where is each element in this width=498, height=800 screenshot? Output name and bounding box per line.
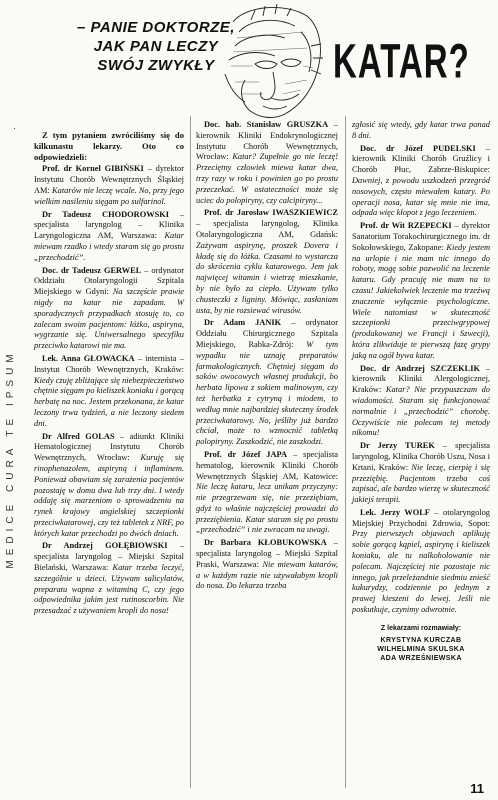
doctor-name: Dr Barbara KŁOBUKOWSKA (204, 538, 327, 548)
doctor-quote: Kuruję się rinophenazolem, aspiryną i inflaminem. Ponieważ obawiam się zarażenia pacjentów pozostaję w domu dwa lub trzy dni. I wtedy oddaję się marzeniom o sprowadzeniu na rynek krajowy angielskiej szczepionki przeciwkatarowej, czy też tabletek z NRF, po których katar przechodzi po dwóch dniach. (34, 453, 184, 538)
lion-illustration (215, 2, 325, 120)
headline-line-1: – PANIE DOKTORZE, (77, 19, 235, 36)
entry (352, 508, 490, 616)
doctor-name: Doc. hab. Stanisław GRUSZKA (204, 120, 329, 129)
doctor-quote: Kiedy czuję zbliżające się niebezpieczeństwo chętnie sięgam po kieliszek koniaku i gorącą herbatę na noc. Jestem przekonana, że katar leczony trwa tydzień, a nie leczony siedem dni. (34, 375, 184, 428)
doctor-quote: zgłosić się wtedy, gdy katar trwa ponad 8 dni. (352, 120, 490, 140)
entry (34, 164, 184, 207)
doctor-name: Dr Andrzej GOŁĘBIOWSKI (42, 541, 168, 551)
credits (352, 624, 490, 663)
doctor-quote: Przy pierwszych objawach aplikuję sobie gorącą kąpiel, aspirynę i kieliszek koniaku, ale tu nalkoholowanie nie polecam. Najczęściej nie pozostaje nic innego, jak przeleżandnie siedmiu znieść kukurydzy, codziennie po jednym z prawej kieszeni do lewej. Jeśli nie poskutkuje, czynimy odwrotnie. (352, 529, 490, 615)
credits-name: ADA WRZEŚNIEWSKA (380, 654, 462, 662)
doctor-name: Prof. dr Jarosław IWASZKIEWICZ (204, 208, 338, 218)
doctor-name: Dr Tadeusz CHODOROWSKI (42, 209, 170, 219)
doctor-role: – dyrektor Sanatorium Torakochirurgicznego im. dr Sokołowskiego, Zakopane: (352, 221, 490, 252)
doctor-quote: Katar trzeba leczyć, szczególnie u dzieci. Używam salicylatów, preparatu wapna z witaminą C, czy jego odpowiednika jakim jest rutinoscorbin. Nie przesadzać z używaniem kropli do nosa! (34, 563, 184, 616)
entry (196, 208, 338, 316)
doctor-name: Dr Jerzy TUREK (360, 441, 435, 451)
doctor-name: Dr Alfred GOLAS (42, 431, 115, 441)
side-label: MEDICE CURA TE IPSUM (5, 129, 23, 789)
entry (352, 441, 490, 506)
entry (352, 364, 490, 440)
doctor-name: Prof. dr Józef JAPA (204, 449, 288, 459)
doctor-quote: Katar? Nie przypuszczam do wiadomości. Staram się funkcjonować normalnie i „przechodzić” chorobę. Oczywiście nie polecam tej metody nikomu! (352, 385, 490, 438)
doctor-role: – specjalista laryngolog, Klinika Chorób Uszu, Nosa i Krtani, Kraków: (352, 441, 490, 472)
entry (34, 541, 184, 617)
entry (352, 221, 490, 361)
doctor-role: – ordynator Oddziału Otolaryngologii Szpitala Miejskiego w Gdyni: (34, 265, 184, 297)
doctor-quote: Dawniej, z powodu uszkodzeń przegród nosowych, często miewałem katary. Po operacji nosa, katar się mnie nie ima, odpada więc kłopot z jego leczeniem. (352, 175, 490, 218)
doctor-quote: Nie leczę kataru, lecz unikam przyczyny: nie przegrzewam się, nie przeziębiam, gdyż to właśnie najczęściej prowadzi do przeziębienia. Katar staram się po prostu „przechodzić” i nie zwracam na uwagi. (196, 482, 338, 535)
credits-label: Z lekarzami rozmawiały: (380, 624, 462, 632)
doctor-quote: Zażywam aspirynę, proszek Dovera i kładę się do łóżka. Czasami to wystarcza do skrócenia cyklu katarowego. Jem jak najwięcej witamin i wietrzę mieszkanie, by nie było za ciepło. Używam tylko chusteczki z ligniny. Mówiąc, zasłaniam usta, by nie rozsiewać wirusów. (196, 240, 338, 315)
side-banner (6, 128, 24, 788)
entry (196, 450, 338, 536)
entry (34, 354, 184, 430)
doctor-quote: Katar miewam rzadko i wtedy staram się go prostu „przechodzić”. (34, 231, 184, 262)
doctor-role: – internista – Instytut Chorób Wewnętrznych, Kraków: (34, 353, 184, 374)
intro-text: Z tym pytaniem zwróciliśmy się do kilkunastu lekarzy. Oto co odpowiedzieli: (34, 130, 184, 162)
column-1 (34, 130, 184, 619)
doctor-quote: Nie leczę, cierpię i się przeziębię. Pacjentom trzeba coś zapisać, ale bardzo wierzę w skuteczność jakiejś terapii. (352, 462, 490, 505)
doctor-role: – kierownik Kliniki Endokrynologicznej Instytutu Chorób Wewnętrznych, Wrocław: (196, 120, 338, 162)
column-rule-2 (345, 116, 346, 788)
doctor-role: – dyrektor Instytutu Chorób Wewnętrznych Śląskiej AM: (34, 164, 185, 195)
page-number: 11 (470, 781, 484, 796)
column-rule-1 (190, 116, 191, 788)
doctor-role: – specjalista laryngolog – Klinika Laryngologiczna AM, Warszawa: (34, 209, 185, 241)
doctor-name: Prof. dr Wit RZEPECKI (360, 221, 452, 231)
doctor-quote: Nie miewam katarów, a w każdym razie nie używałabym kropli do nosa. Do lekarza trzeba (196, 559, 338, 591)
doctor-name: Doc. dr Andrzej SZCZEKLIK (360, 363, 480, 373)
doctor-role: – kierownik Kliniki Chorób Gruźlicy i Chorób Płuc, Zabrze-Biskupice: (352, 143, 490, 175)
doctor-quote: Kiedy jestem na urlopie i nie mam nic innego do roboty, mogę sobie pozwolić na leczenie kataru. Gdy pracuję nie mam na to czasu! Jakiekolwiek leczenie ma trzeźwą znaczenie wyłącznie psychologiczne. Wiele natomiast w skuteczność szczepionki przeciwgrypowej (produkowanej we Francji i Szwecji), która zlikwiduje te pierwszą fazę grypy jaką na ogół bywa katar. (352, 242, 490, 360)
doctor-quote: Katar? Zupełnie go nie leczę! Przeciętny człowiek miewa katar dwa, trzy razy w roku i powinien go po prostu przeczekać. W ostateczności może się uciec do polopiryny, czy calcipiryny... (196, 152, 338, 205)
entry (352, 144, 490, 220)
headline-line-2: JAK PAN LECZY (93, 38, 219, 55)
doctor-role: – ordynator Oddziału Chirurgicznego Szpitala Miejskiego, Rabka-Zdrój: (196, 318, 339, 349)
entry (34, 432, 184, 540)
doctor-quote: W tym wypadku nie uznaję preparatów farmakologicznych. Chętniej sięgam do soków owocowych własnej produkcji, bo herbata lipowa z sokiem malinowym, czy też herbatka z cytryną i miodem, to według mnie najbardziej skuteczny środek przeciwkatarowy. No, jeśliby już bardzo chciał, może to wzmocnić tabletką polopiryny. Zaszkodzić, nie zaszkodzi. (196, 339, 338, 447)
doctor-role: – specjalista laryngolog, Klinika Otolaryngologiczna AM, Gdańsk: (196, 219, 338, 239)
doctor-name: Prof. dr Kornel GIBIŃSKI (42, 164, 144, 174)
credits-name: WILHELMINA SKULSKA (377, 645, 465, 653)
doctor-quote: Katarów nie leczę wcale. No, przy jego wielkim nasileniu sięgam po sulfarinol. (34, 185, 184, 206)
doctor-role: – specjalista laryngolog – Miejski Szpital Bielański, Warszawa: (34, 541, 184, 573)
doctor-role: – specjalista hematolog, kierownik Kliniki Chorób Wewnętrznych Śląskiej AM, Katowice: (196, 449, 338, 481)
katar-title: KATAR? (333, 34, 470, 88)
entry (34, 266, 184, 352)
doctor-role: – kierownik Kliniki Alergologicznej, Kraków: (352, 363, 491, 395)
doctor-name: Doc. dr Tadeusz GERWEL (42, 265, 142, 275)
entry (34, 210, 184, 264)
doctor-name: Lek. Jerzy WOLF (360, 507, 430, 517)
entry (352, 120, 490, 142)
column-2 (196, 120, 338, 594)
column-3 (352, 120, 490, 663)
doctor-role: – otolaryngolog Miejskiej Przychodni Zdrowia, Sopot: (352, 507, 490, 528)
entry (196, 120, 338, 206)
credits-name: KRYSTYNA KURCZAB (380, 636, 462, 644)
doctor-name: Doc. dr Józef PUDELSKI (360, 143, 476, 153)
article-header (0, 0, 498, 118)
entry (196, 318, 338, 448)
doctor-role: – adiunkt Kliniki Hematologicznej Instytutu Chorób Wewnętrznych, Wrocław: (34, 431, 184, 463)
doctor-name: Lek. Anna GŁOWACKA (42, 353, 135, 363)
headline-line-3: SWÓJ ZWYKŁY (97, 57, 215, 74)
doctor-name: Dr Adam JANIK (204, 318, 282, 328)
doctor-role: – specjalista laryngolog – Miejski Szpital Praski, Warszawa: (196, 538, 338, 569)
doctor-quote: Na szczęście prawie nigdy na katar nie zapadam. W sporadycznych przypadkach stosuję to, co zalecam swoim pacjentom: łóżko, aspiryna, wygrzanie się. Uniwersalnego specyfiku przeciwko katarowi nie ma. (34, 287, 184, 351)
entry (196, 538, 338, 592)
